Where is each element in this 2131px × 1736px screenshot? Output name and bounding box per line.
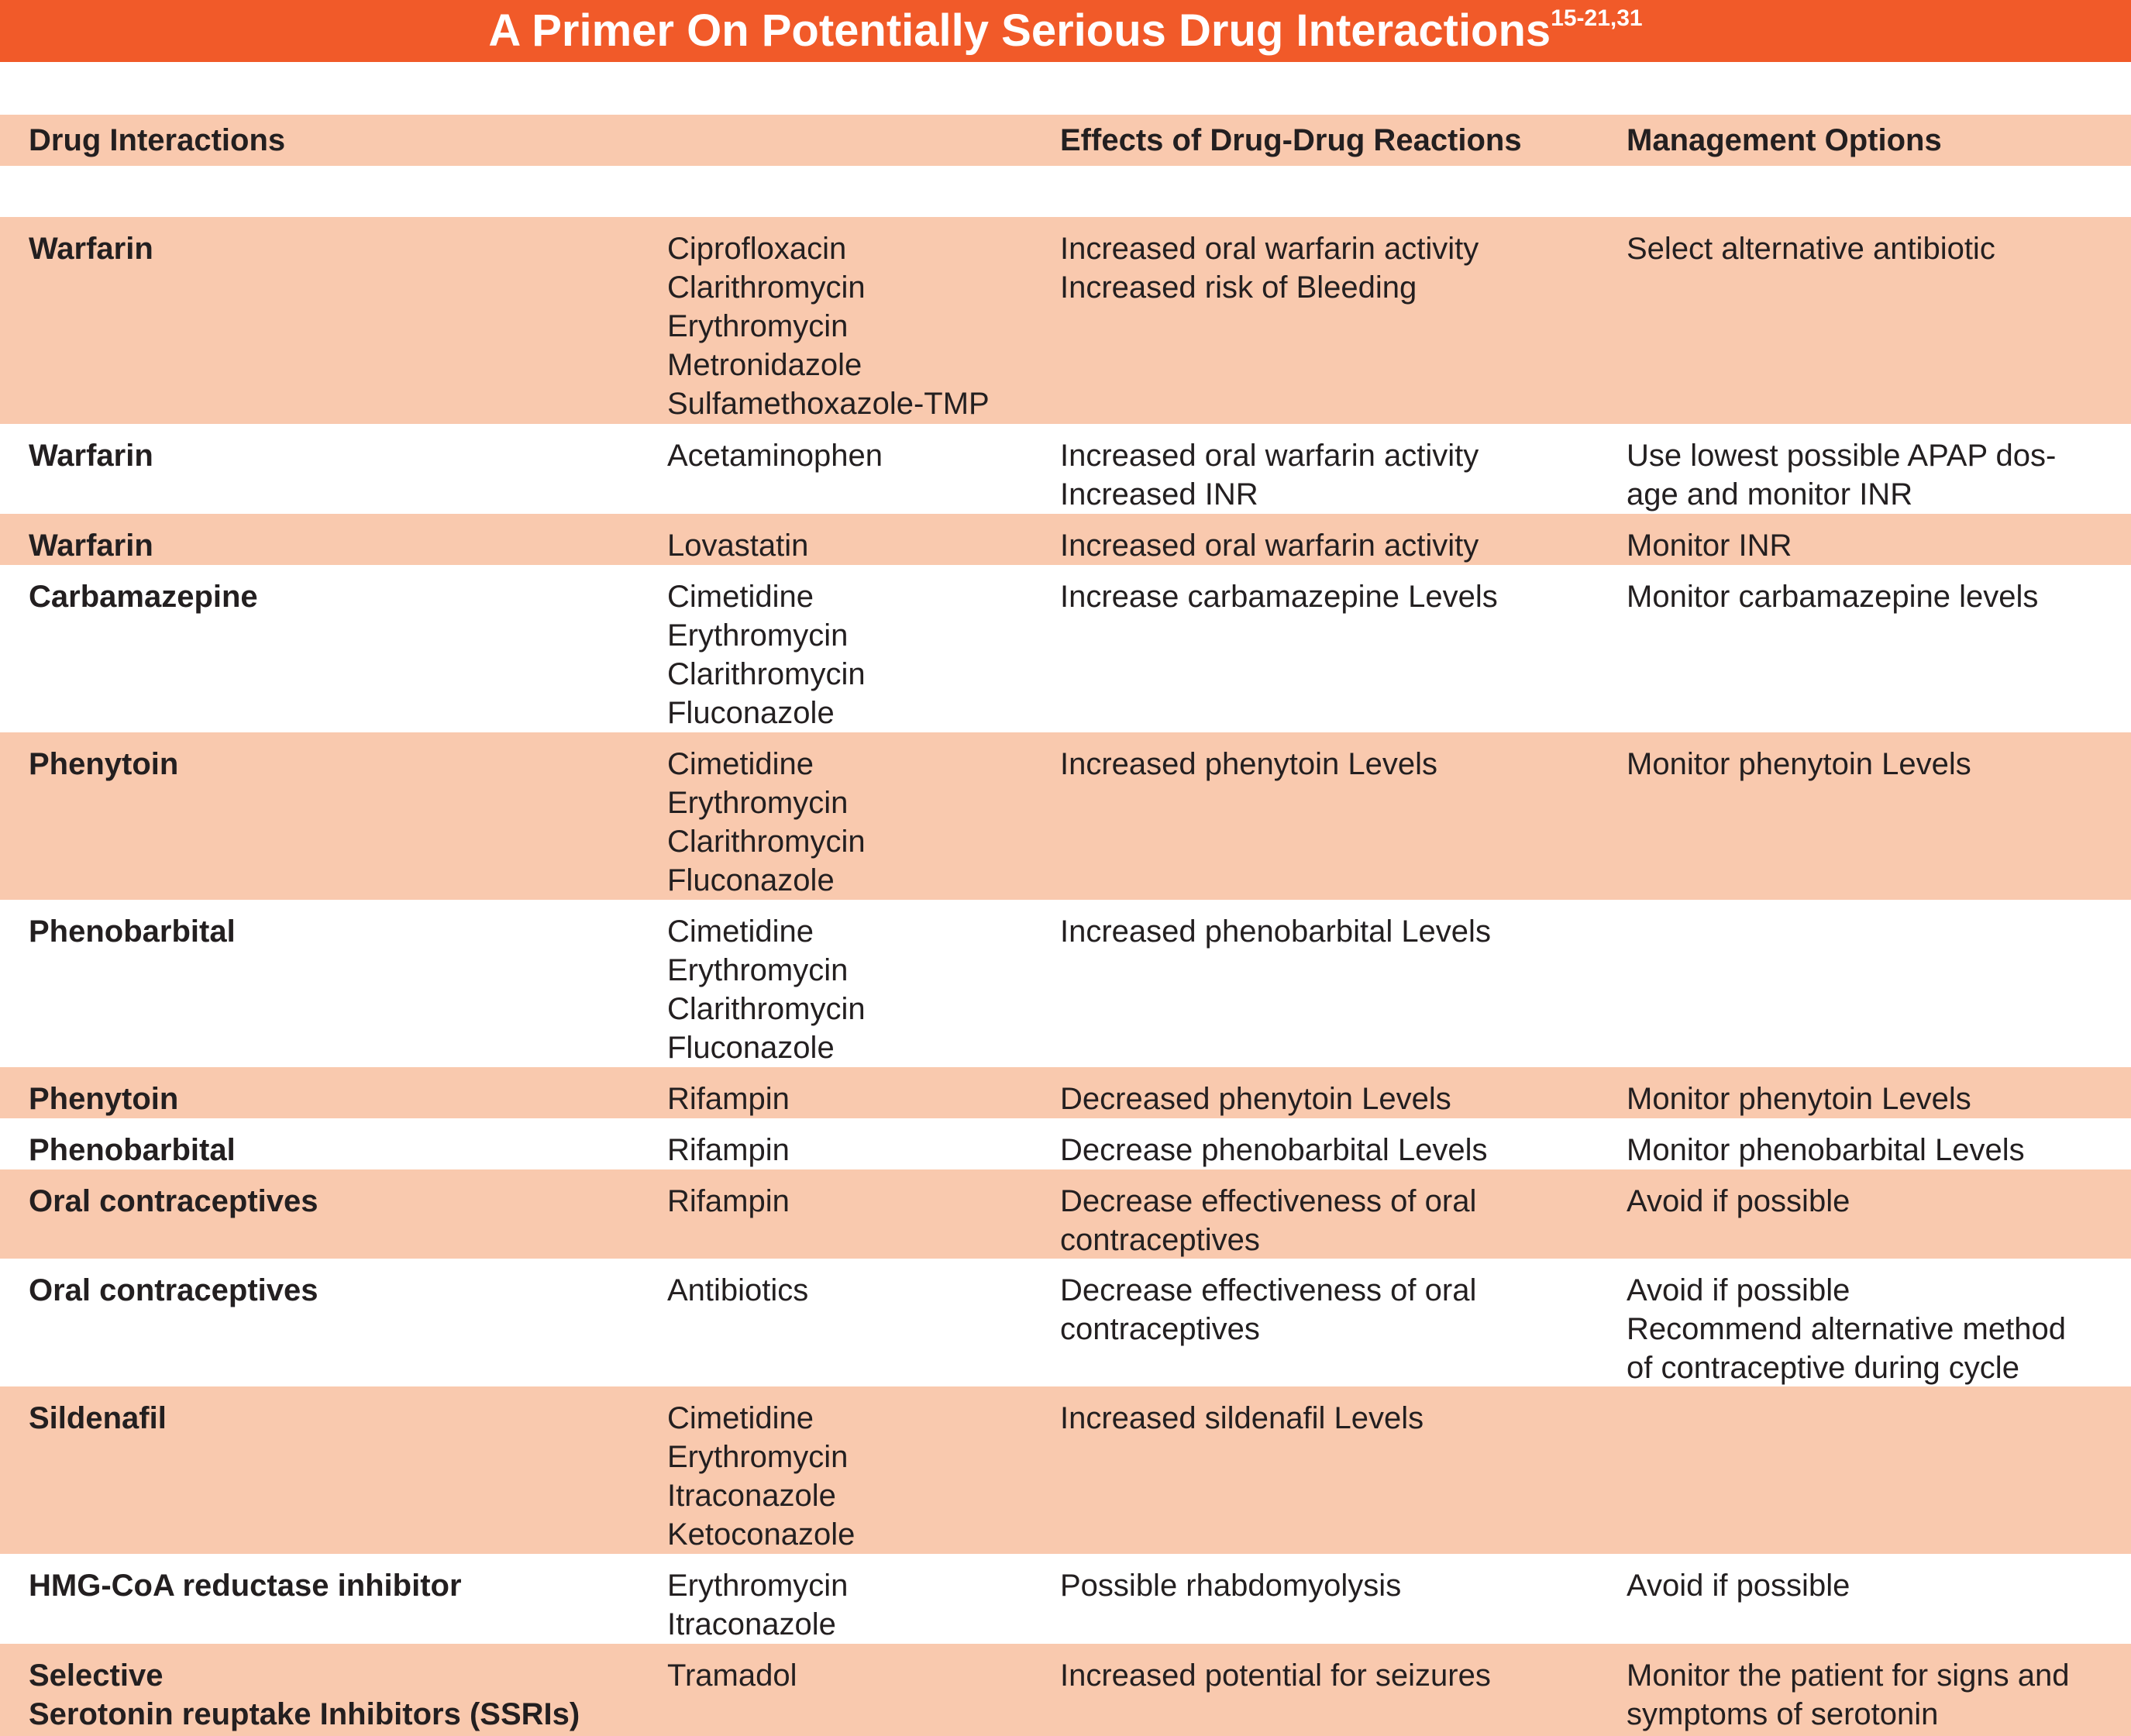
interaction-effects-line: Decreased phenytoin Levels (1060, 1082, 1451, 1116)
interacting-drugs-line: Fluconazole (667, 696, 835, 730)
interaction-effects (1060, 436, 1479, 514)
interaction-effects-line: contraceptives (1060, 1223, 1260, 1257)
drug-name (29, 577, 258, 616)
interacting-drugs-line: Rifampin (667, 1082, 790, 1116)
interacting-drugs-line: Cimetidine (667, 747, 814, 781)
interaction-effects-line: Increased risk of Bleeding (1060, 270, 1417, 305)
interaction-effects-line: Increase carbamazepine Levels (1060, 580, 1498, 614)
interacting-drugs (667, 745, 866, 900)
interacting-drugs (667, 1182, 790, 1221)
table-row (0, 565, 2131, 732)
drug-name-line: Sildenafil (29, 1401, 167, 1435)
table-row (0, 1118, 2131, 1169)
interaction-effects (1060, 1182, 1476, 1259)
drug-name-line: HMG-CoA reductase inhibitor (29, 1569, 462, 1603)
interaction-effects-line: Increased oral warfarin activity (1060, 232, 1479, 266)
interacting-drugs-line: Lovastatin (667, 529, 809, 563)
interacting-drugs-line: Fluconazole (667, 1031, 835, 1065)
interacting-drugs-line: Ketoconazole (667, 1517, 855, 1552)
interaction-effects (1060, 1131, 1487, 1169)
management-options (1627, 1271, 2066, 1387)
interacting-drugs (667, 526, 808, 565)
interaction-effects-line: Increased potential for seizures (1060, 1658, 1491, 1693)
management-options-line: Monitor phenytoin Levels (1627, 747, 1971, 781)
interacting-drugs-line: Sulfamethoxazole-TMP (667, 387, 990, 421)
interaction-effects (1060, 229, 1479, 307)
drug-name (29, 912, 236, 951)
management-options-line: Avoid if possible (1627, 1569, 1850, 1603)
drug-name-line: Phenobarbital (29, 1133, 236, 1167)
management-options (1627, 1080, 1971, 1118)
drug-name-line: Serotonin reuptake Inhibitors (SSRIs) (29, 1697, 580, 1731)
management-options-line: Monitor phenytoin Levels (1627, 1082, 1971, 1116)
title-citation: 15-21,31 (1551, 5, 1643, 31)
management-options (1627, 1656, 2069, 1734)
management-options-line: of contraceptive during cycle (1627, 1351, 2019, 1385)
interacting-drugs-line: Ciprofloxacin (667, 232, 847, 266)
drug-name-line: Warfarin (29, 439, 153, 473)
header-effects: Effects of Drug-Drug Reactions (1060, 123, 1522, 157)
management-options-line: Monitor INR (1627, 529, 1792, 563)
interacting-drugs-line: Cimetidine (667, 580, 814, 614)
drug-name-line: Oral contraceptives (29, 1184, 318, 1218)
interacting-drugs (667, 1656, 797, 1695)
interaction-effects-line: Increased INR (1060, 477, 1258, 512)
drug-name-line: Phenytoin (29, 747, 179, 781)
interaction-effects-line: Possible rhabdomyolysis (1060, 1569, 1402, 1603)
table-row (0, 1554, 2131, 1644)
table-row (0, 1259, 2131, 1386)
interacting-drugs (667, 1566, 848, 1644)
interacting-drugs (667, 1271, 808, 1310)
management-options-line: Select alternative antibiotic (1627, 232, 1995, 266)
interaction-effects (1060, 577, 1498, 616)
management-options-line: age and monitor INR (1627, 477, 1913, 512)
interaction-effects-line: Decrease phenobarbital Levels (1060, 1133, 1488, 1167)
interacting-drugs-line: Clarithromycin (667, 992, 866, 1026)
drug-name (29, 1399, 167, 1438)
table-row (0, 424, 2131, 514)
interaction-effects-line: Increased oral warfarin activity (1060, 439, 1479, 473)
interaction-effects (1060, 912, 1491, 951)
interaction-effects-line: Increased oral warfarin activity (1060, 529, 1479, 563)
interaction-effects (1060, 1656, 1491, 1695)
drug-name (29, 229, 153, 268)
interacting-drugs-line: Clarithromycin (667, 657, 866, 691)
drug-name-line: Phenobarbital (29, 914, 236, 949)
drug-name (29, 526, 153, 565)
table-row (0, 732, 2131, 900)
management-options (1627, 526, 1792, 565)
interacting-drugs-line: Erythromycin (667, 786, 849, 820)
interaction-effects-line: Increased phenobarbital Levels (1060, 914, 1491, 949)
drug-name (29, 436, 153, 475)
drug-name (29, 745, 178, 784)
management-options (1627, 1182, 1850, 1221)
management-options-line: Avoid if possible (1627, 1273, 1850, 1307)
management-options (1627, 229, 1995, 268)
drug-name (29, 1080, 178, 1118)
interaction-effects (1060, 526, 1479, 565)
interacting-drugs-line: Erythromycin (667, 618, 849, 653)
interacting-drugs-line: Metronidazole (667, 348, 862, 382)
drug-name-line: Phenytoin (29, 1082, 179, 1116)
drug-name-line: Oral contraceptives (29, 1273, 318, 1307)
interacting-drugs-line: Erythromycin (667, 953, 849, 987)
interacting-drugs-line: Acetaminophen (667, 439, 883, 473)
table-row (0, 1644, 2131, 1736)
table-row (0, 217, 2131, 424)
interacting-drugs (667, 912, 866, 1067)
drug-name (29, 1271, 318, 1310)
management-options (1627, 436, 2056, 514)
interacting-drugs (667, 1080, 790, 1118)
management-options-line: Monitor carbamazepine levels (1627, 580, 2039, 614)
management-options-line: Monitor the patient for signs and (1627, 1658, 2070, 1693)
management-options-line: Monitor phenobarbital Levels (1627, 1133, 2025, 1167)
management-options-line: Avoid if possible (1627, 1184, 1850, 1218)
interacting-drugs-line: Cimetidine (667, 914, 814, 949)
interacting-drugs-line: Itraconazole (667, 1607, 836, 1641)
interacting-drugs-line: Clarithromycin (667, 270, 866, 305)
management-options (1627, 577, 2038, 616)
table-row (0, 1386, 2131, 1554)
interaction-effects-line: Decrease effectiveness of oral (1060, 1273, 1477, 1307)
management-options-line: Use lowest possible APAP dos- (1627, 439, 2057, 473)
interacting-drugs (667, 229, 990, 423)
table-header (0, 115, 2131, 166)
interaction-effects (1060, 1080, 1451, 1118)
drug-name-line: Warfarin (29, 529, 153, 563)
interaction-effects-line: Increased phenytoin Levels (1060, 747, 1437, 781)
drug-name (29, 1566, 462, 1605)
interaction-effects-line: Decrease effectiveness of oral (1060, 1184, 1477, 1218)
management-options (1627, 1131, 2025, 1169)
interacting-drugs-line: Rifampin (667, 1184, 790, 1218)
drug-name (29, 1182, 318, 1221)
interacting-drugs (667, 1399, 855, 1554)
drug-name-line: Selective (29, 1658, 164, 1693)
interacting-drugs-line: Antibiotics (667, 1273, 809, 1307)
interaction-effects (1060, 1399, 1424, 1438)
interacting-drugs-line: Erythromycin (667, 1569, 849, 1603)
title-text: A Primer On Potentially Serious Drug Interactions (488, 5, 1551, 56)
interacting-drugs-line: Itraconazole (667, 1479, 836, 1513)
interaction-effects (1060, 1271, 1476, 1348)
interacting-drugs (667, 577, 866, 732)
interacting-drugs (667, 1131, 790, 1169)
interaction-effects (1060, 1566, 1401, 1605)
table-row (0, 1067, 2131, 1118)
interaction-effects (1060, 745, 1437, 784)
interacting-drugs-line: Cimetidine (667, 1401, 814, 1435)
header-management: Management Options (1627, 123, 1942, 157)
management-options-line: symptoms of serotonin (1627, 1697, 1939, 1731)
page-title (0, 0, 2131, 62)
interacting-drugs-line: Erythromycin (667, 1440, 849, 1474)
drug-name (29, 1656, 580, 1734)
interaction-effects-line: Increased sildenafil Levels (1060, 1401, 1424, 1435)
table-row (0, 1169, 2131, 1259)
drug-name (29, 1131, 236, 1169)
table-row (0, 900, 2131, 1067)
management-options (1627, 745, 1971, 784)
drug-name-line: Warfarin (29, 232, 153, 266)
table-row (0, 514, 2131, 565)
interacting-drugs-line: Tramadol (667, 1658, 797, 1693)
drug-name-line: Carbamazepine (29, 580, 258, 614)
interacting-drugs-line: Clarithromycin (667, 825, 866, 859)
interacting-drugs (667, 436, 883, 475)
interaction-effects-line: contraceptives (1060, 1312, 1260, 1346)
management-options-line: Recommend alternative method (1627, 1312, 2066, 1346)
interacting-drugs-line: Erythromycin (667, 309, 849, 343)
management-options (1627, 1566, 1850, 1605)
interacting-drugs-line: Fluconazole (667, 863, 835, 897)
interacting-drugs-line: Rifampin (667, 1133, 790, 1167)
header-drug-interactions: Drug Interactions (29, 123, 286, 157)
